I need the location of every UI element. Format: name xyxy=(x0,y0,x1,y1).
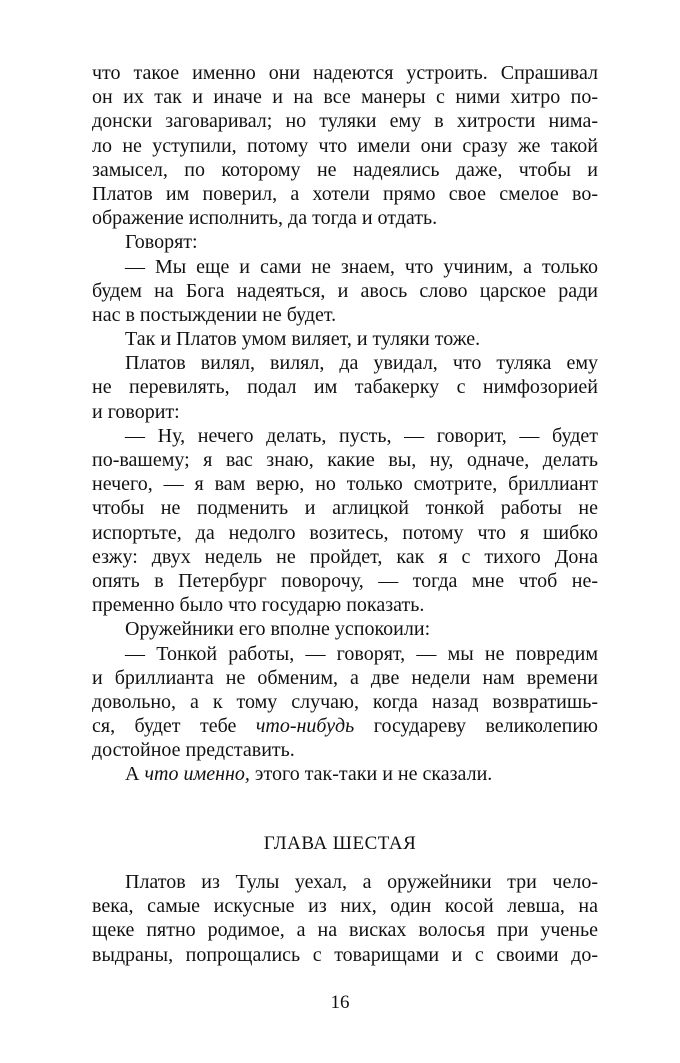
line-text: — Тонкой работы, — говорят, — мы не повредим xyxy=(125,642,598,665)
main-text-line xyxy=(92,666,598,690)
main-text-line xyxy=(92,327,598,351)
main-text-line xyxy=(92,182,598,206)
main-text-line xyxy=(92,617,598,641)
line-text: езжу: двух недель не пройдет, как я с тихого Дона xyxy=(92,545,598,568)
main-text-line xyxy=(92,424,598,448)
line-text: донски заговаривал; но туляки ему в хитрости нима- xyxy=(92,110,598,133)
line-text: Так и Платов умом виляет, и туляки тоже. xyxy=(125,328,481,351)
line-text: будем на Бога надеяться, и авось слово царское ради xyxy=(92,279,598,302)
main-text-block xyxy=(92,61,598,787)
page-number: 16 xyxy=(330,992,350,1013)
main-text-line xyxy=(92,448,598,472)
line-text-after: этого так-таки и не сказали. xyxy=(249,763,493,786)
main-text-line xyxy=(92,593,598,617)
line-text: Платов им поверил, а хотели прямо свое смелое во- xyxy=(92,182,598,205)
line-text: что такое именно они надеются устроить. Спрашивал xyxy=(92,62,598,84)
italic-phrase: что-нибудь xyxy=(255,715,355,738)
line-text: ло не уступили, потому что имели они сразу же такой xyxy=(92,134,598,157)
main-text-line xyxy=(92,134,598,158)
main-text-line xyxy=(92,61,598,85)
line-text: по-вашему; я вас знаю, какие вы, ну, одначе, делать xyxy=(92,449,598,471)
line-text: — Мы еще и сами не знаем, что учиним, а только xyxy=(125,255,598,278)
line-text: ображение исполнить, да тогда и отдать. xyxy=(92,207,438,230)
line-text: чтобы не подменить и аглицкой тонкой работы не xyxy=(92,497,598,520)
main-text-line xyxy=(92,690,598,714)
line-text: нас в постыждении не будет. xyxy=(92,303,337,326)
main-text-line xyxy=(92,158,598,182)
line-text: Оружейники его вполне успокоили: xyxy=(125,618,431,641)
main-text-line xyxy=(92,109,598,133)
line-text: достойное представить. xyxy=(92,739,295,762)
chapter-text-block xyxy=(92,870,598,967)
main-text-line xyxy=(92,279,598,303)
line-text: века, самые искусные из них, один косой левша, на xyxy=(92,895,598,918)
main-text-line xyxy=(92,496,598,520)
main-text-line xyxy=(92,521,598,545)
line-text: Платов из Тулы уехал, а оружейники три чело- xyxy=(125,871,598,893)
line-text: и говорит: xyxy=(92,400,180,423)
line-text-after: государеву великолепию xyxy=(354,715,598,738)
main-text-line xyxy=(92,642,598,666)
main-text-line xyxy=(92,762,598,786)
chapter-text-line xyxy=(92,918,598,942)
main-text-line xyxy=(92,206,598,230)
chapter-text-line xyxy=(92,894,598,918)
main-text-line xyxy=(92,85,598,109)
main-text-line xyxy=(92,400,598,424)
line-text: выдраны, попрощались с товарищами и с своими до- xyxy=(92,943,598,966)
line-text: замысел, по которому не надеялись даже, чтобы и xyxy=(92,158,598,181)
chapter-text-line xyxy=(92,870,598,894)
main-text-line xyxy=(92,569,598,593)
main-text-line xyxy=(92,714,598,738)
line-text: и бриллианта не обменим, а две недели нам времени xyxy=(92,666,598,689)
main-text-line xyxy=(92,351,598,375)
main-text-line xyxy=(92,230,598,254)
main-text-line xyxy=(92,255,598,279)
line-text: Говорят: xyxy=(125,231,198,254)
line-text: он их так и иначе и на все манеры с ними хитро по- xyxy=(92,86,598,109)
line-text: Платов вилял, вилял, да увидал, что туляка ему xyxy=(125,352,598,375)
main-text-line xyxy=(92,375,598,399)
italic-phrase: что именно, xyxy=(144,763,250,786)
line-text: пременно было что государю показать. xyxy=(92,594,425,617)
line-text: довольно, а к тому случаю, когда назад возвратишь- xyxy=(92,690,598,713)
line-text: ся, будет тебе xyxy=(92,715,256,738)
chapter-text-line xyxy=(92,943,598,967)
main-text-line xyxy=(92,303,598,327)
line-text: не перевилять, подал им табакерку с нимфозорией xyxy=(92,376,598,399)
line-text: испортьте, да недолго возитесь, потому что я шибко xyxy=(92,521,598,544)
main-text-line xyxy=(92,545,598,569)
line-text: нечего, — я вам верю, но только смотрите, бриллиант xyxy=(92,473,598,496)
chapter-heading: ГЛАВА ШЕСТАЯ xyxy=(263,833,417,854)
line-text: щеке пятно родимое, а на висках волосья при ученье xyxy=(92,919,598,942)
main-text-line xyxy=(92,472,598,496)
line-text: опять в Петербург поворочу, — тогда мне чтоб не- xyxy=(92,569,598,592)
line-text: — Ну, нечего делать, пусть, — говорит, — будет xyxy=(125,424,598,447)
main-text-line xyxy=(92,738,598,762)
line-text: А xyxy=(125,763,145,786)
